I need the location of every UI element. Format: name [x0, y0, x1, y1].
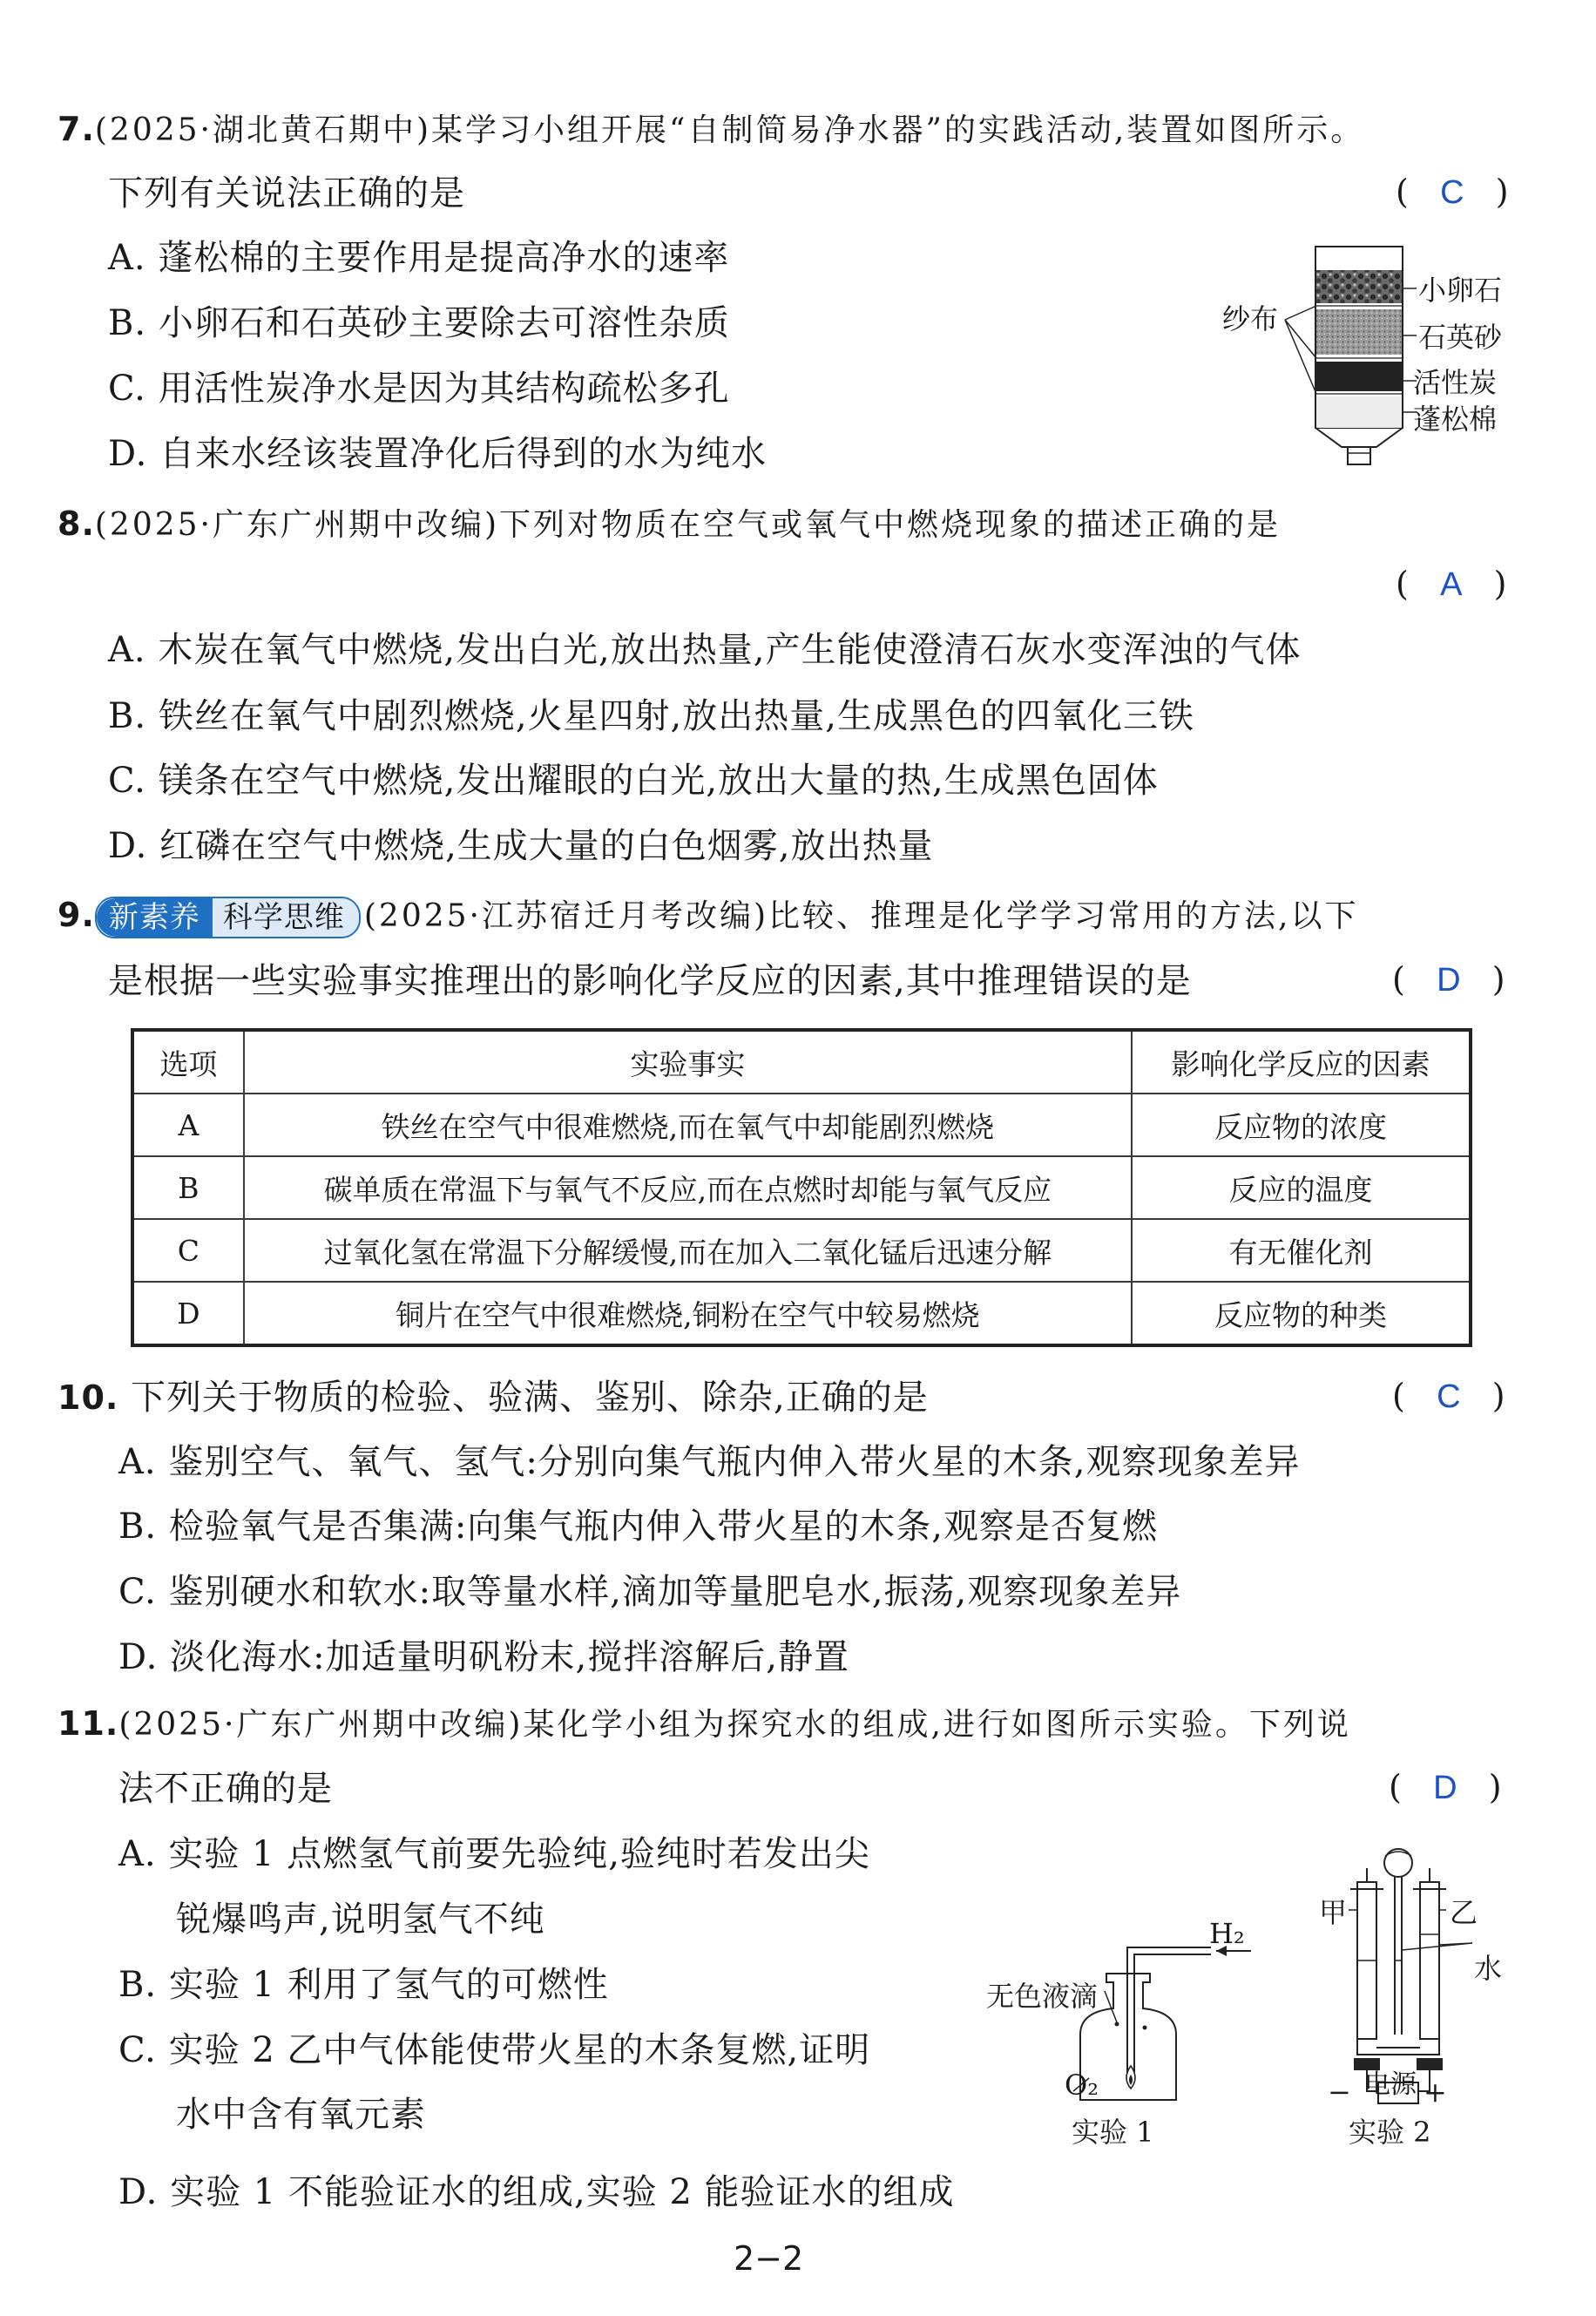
table-header: 实验事实: [244, 1030, 1132, 1094]
q11-number: 11.: [57, 1704, 119, 1743]
q9-stem-text: (2025·江苏宿迁月考改编)比较、推理是化学学习常用的方法,以下: [363, 898, 1359, 934]
q10-option-d: D. 淡化海水:加适量明矾粉末,搅拌溶解后,静置: [118, 1637, 849, 1677]
outlet-nozzle: [1348, 447, 1370, 464]
q8-option-a: A. 木炭在氧气中燃烧,发出白光,放出热量,产生能使澄清石灰水变浑浊的气体: [108, 630, 1302, 670]
q9-table: [131, 1028, 1472, 1347]
q8-stem: [57, 501, 1281, 548]
q11-option-c-line1: C. 实验 2 乙中气体能使带火星的木条复燃,证明: [118, 2030, 871, 2070]
table-cell: 有无催化剂: [1132, 1219, 1471, 1282]
tube-yi: [1420, 1882, 1439, 2039]
q8-answer-bracket: ( A ): [1396, 565, 1507, 603]
q7-number: 7.: [57, 110, 95, 148]
badge-new-literacy: 新素养: [97, 898, 213, 937]
q10-answer: C: [1437, 1378, 1461, 1415]
table-cell: 铜片在空气中很难燃烧,铜粉在空气中较易燃烧: [244, 1282, 1132, 1345]
q10-option-c: C. 鉴别硬水和软水:取等量水样,滴加等量肥皂水,振荡,观察现象差异: [118, 1572, 1182, 1612]
table-cell: 过氧化氢在常温下分解缓慢,而在加入二氧化锰后迅速分解: [244, 1219, 1132, 1282]
h2-tube: [1127, 1947, 1211, 2074]
q10-answer-bracket: ( C ): [1392, 1377, 1505, 1415]
q7-answer-bracket: ( C ): [1396, 173, 1509, 211]
table-row: [132, 1094, 1471, 1156]
q11-option-b: B. 实验 1 利用了氢气的可燃性: [118, 1965, 609, 2005]
label-pebble: 小卵石: [1418, 274, 1503, 307]
q9-literacy-badge: [95, 897, 361, 938]
table-cell: 反应物的种类: [1132, 1282, 1471, 1345]
q10-number: 10.: [57, 1378, 119, 1417]
q8-option-c: C. 镁条在空气中燃烧,发出耀眼的白光,放出大量的热,生成黑色固体: [108, 761, 1159, 801]
q11-stem-line1: [57, 1701, 1351, 1748]
label-water: 水: [1474, 1952, 1503, 1985]
q8-stem-text: (2025·广东广州期中改编)下列对物质在空气或氧气中燃烧现象的描述正确的是: [94, 507, 1282, 543]
q8-number: 8.: [57, 505, 95, 543]
label-colorless-drops: 无色液滴: [986, 1980, 1099, 2013]
q8-option-b: B. 铁丝在氧气中剧烈燃烧,火星四射,放出热量,生成黑色的四氧化三铁: [108, 696, 1194, 736]
table-row: [132, 1219, 1471, 1282]
q7-option-c: C. 用活性炭净水是因为其结构疏松多孔: [108, 369, 730, 409]
q11-answer-bracket: ( D ): [1389, 1768, 1502, 1806]
q9-number: 9.: [57, 896, 95, 934]
quartz-layer: [1316, 309, 1402, 355]
q7-answer: C: [1440, 174, 1464, 211]
pebble-layer: [1316, 270, 1402, 303]
page-number: 2−2: [734, 2239, 804, 2278]
label-yi: 乙: [1450, 1896, 1478, 1929]
table-header-row: [132, 1030, 1471, 1094]
electrode-right: [1417, 2058, 1443, 2070]
q10-stem: [57, 1375, 929, 1420]
table-cell: C: [132, 1219, 244, 1282]
q11-stem-line2: 法不正确的是: [118, 1769, 333, 1809]
badge-scientific-thinking: 科学思维: [213, 898, 359, 937]
q11-answer: D: [1433, 1770, 1457, 1806]
label-plus: +: [1424, 2076, 1447, 2109]
label-jia: 甲: [1319, 1896, 1348, 1929]
q9-stem-line2: 是根据一些实验事实推理出的影响化学反应的因素,其中推理错误的是: [108, 961, 1192, 1001]
label-quartz: 石英砂: [1418, 321, 1503, 354]
table-header: 影响化学反应的因素: [1132, 1030, 1471, 1094]
table-cell: D: [132, 1282, 244, 1345]
carbon-layer: [1316, 362, 1402, 391]
label-experiment-2: 实验 2: [1349, 2116, 1431, 2149]
q7-option-a: A. 蓬松棉的主要作用是提高净水的速率: [108, 238, 730, 278]
label-carbon: 活性炭: [1413, 366, 1498, 399]
table-cell: B: [132, 1156, 244, 1219]
q8-option-d: D. 红磷在空气中燃烧,生成大量的白色烟雾,放出热量: [108, 826, 934, 866]
drops-leader: [1105, 1991, 1117, 2022]
label-experiment-1: 实验 1: [1072, 2116, 1154, 2149]
q8-answer: A: [1440, 566, 1463, 603]
q7-option-d: D. 自来水经该装置净化后得到的水为纯水: [108, 434, 768, 474]
q10-option-b: B. 检验氧气是否集满:向集气瓶内伸入带火星的木条,观察是否复燃: [118, 1507, 1159, 1547]
label-o2: O₂: [1065, 2069, 1099, 2102]
label-minus: −: [1328, 2076, 1351, 2109]
table-cell: 铁丝在空气中很难燃烧,而在氧气中却能剧烈燃烧: [244, 1094, 1132, 1156]
q11-stem-text: (2025·广东广州期中改编)某化学小组为探究水的组成,进行如图所示实验。下列说: [118, 1707, 1351, 1743]
q9-answer: D: [1437, 962, 1461, 999]
label-h2: H₂: [1209, 1917, 1245, 1950]
q7-stem-line1: [57, 106, 1364, 153]
table-header: 选项: [132, 1030, 244, 1094]
q9-stem-line1: [57, 892, 1359, 939]
q7-option-b: B. 小卵石和石英砂主要除去可溶性杂质: [108, 303, 730, 343]
q10-stem-text: 下列关于物质的检验、验满、鉴别、除杂,正确的是: [131, 1378, 929, 1418]
q11-option-c-line2: 水中含有氧元素: [176, 2095, 426, 2135]
q9-answer-bracket: ( D ): [1392, 960, 1505, 999]
q11-option-a-line2: 锐爆鸣声,说明氢气不纯: [176, 1900, 545, 1940]
q11-option-a-line1: A. 实验 1 点燃氢气前要先验纯,验纯时若发出尖: [118, 1834, 870, 1874]
table-row: [132, 1156, 1471, 1219]
gauze-leader: [1285, 306, 1316, 394]
table-cell: A: [132, 1094, 244, 1156]
cotton-layer: [1316, 396, 1402, 428]
label-cotton: 蓬松棉: [1413, 403, 1498, 436]
q10-option-a: A. 鉴别空气、氧气、氢气:分别向集气瓶内伸入带火星的木条,观察现象差异: [118, 1442, 1301, 1482]
label-power: 电源: [1364, 2069, 1417, 2100]
reservoir-bulb: [1384, 1849, 1412, 1877]
table-row: [132, 1282, 1471, 1345]
q11-option-d: D. 实验 1 不能验证水的组成,实验 2 能验证水的组成: [118, 2172, 955, 2212]
table-cell: 碳单质在常温下与氧气不反应,而在点燃时却能与氧气反应: [244, 1156, 1132, 1219]
label-gauze: 纱布: [1222, 302, 1279, 335]
table-cell: 反应的温度: [1132, 1156, 1471, 1219]
q7-stem-line2: 下列有关说法正确的是: [108, 173, 465, 213]
table-cell: 反应物的浓度: [1132, 1094, 1471, 1156]
outlet-neck: [1315, 428, 1403, 447]
q7-stem-text: (2025·湖北黄石期中)某学习小组开展“自制简易净水器”的实践活动,装置如图所示。: [94, 112, 1365, 148]
